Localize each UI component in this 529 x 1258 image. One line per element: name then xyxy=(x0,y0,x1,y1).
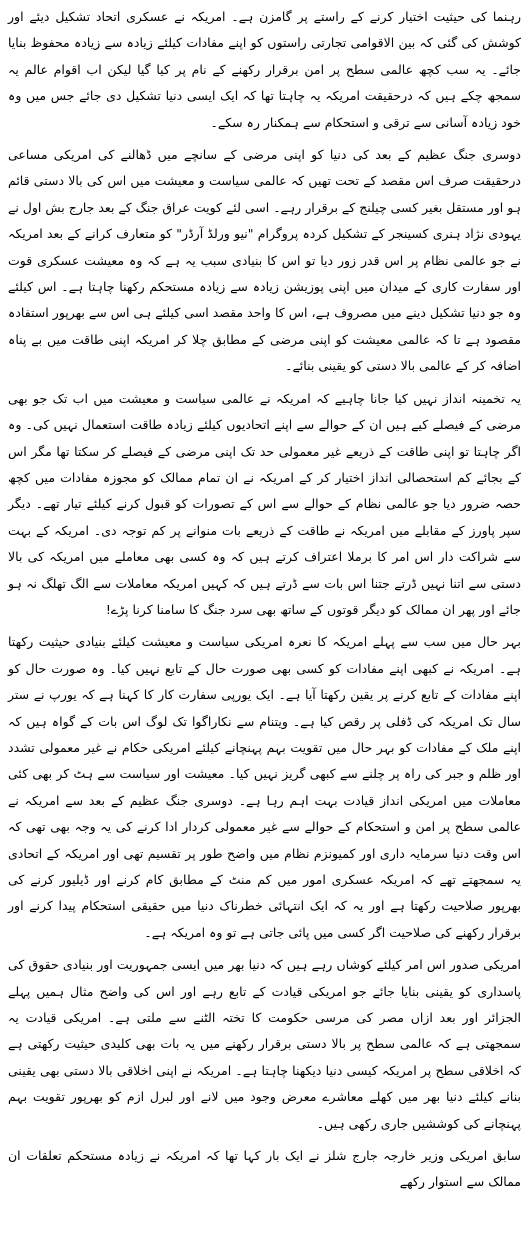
article-paragraph: امریکی صدور اس امر کیلئے کوشاں رہے ہیں کہ دنیا بھر میں ایسی جمہوریت اور بنیادی حقوق کی پاسداری کو یقینی بنایا جائے جو امریکی قیادت کے تابع رہے اور اس کی واضح مثال ہمیں پہلے الجزائر اور بعد ازاں مصر کی مرسی حکومت کا تختہ الٹنے سے ملتی ہے۔ امریکی قیادت یہ سمجھتی ہے کہ عالمی سطح پر بالا دستی برقرار رکھنے میں یہ بات بھی کلیدی حیثیت رکھتی ہے کہ اخلاقی سطح پر امریکہ کیسی دنیا دیکھنا چاہتا ہے۔ امریکہ نے اپنی اخلاقی بالا دستی بھی یقینی بنانے کیلئے دنیا بھر میں کھلے معاشرے معرض وجود میں لانے اور لبرل ازم کو بھرپور تقویت بہم پہنچانے کی کوششیں جاری رکھی ہیں۔ xyxy=(8,957,521,1131)
article-paragraph: سابق امریکی وزیر خارجہ جارج شلز نے ایک بار کہا تھا کہ امریکہ نے زیادہ مستحکم تعلقات ان ممالک سے استوار رکھے xyxy=(8,1148,521,1190)
article-paragraph: یہ تخمینہ انداز نہیں کیا جانا چاہیے کہ امریکہ نے عالمی سیاست و معیشت میں اب تک جو بھی مرضی کے فیصلے کیے ہیں ان کے حوالے سے اپنے اتحادیوں کیلئے زیادہ طاقت استعمال نہیں کی۔ وہ اگر چاہتا تو اپنی طاقت کے ذریعے غیر معمولی حد تک اپنی مرضی کے فیصلے کر سکتا تھا مگر اس کے بجائے کم استحصالی انداز اختیار کر کے امریکہ نے ان تمام ممالک کو مجوزہ مفادات میں کچھ حصہ ضرور دیا جو عالمی نظام کے حوالے سے اس کے تصورات کو قبول کرنے کیلئے تیار تھے۔ دیگر سپر پاورز کے مقابلے میں امریکہ نے طاقت کے ذریعے بات منوانے پر کم توجہ دی۔ امریکہ کے بہت سے شراکت دار اس امر کا برملا اعتراف کرتے ہیں کہ وہ کسی بھی معاملے میں امریکہ کی بالا دستی سے اتنا نہیں ڈرتے جتنا اس بات سے ڈرتے ہیں کہ کہیں امریکہ معاملات سے الگ تھلگ نہ ہو جائے اور پھر ان ممالک کو دیگر قوتوں کے ساتھ بھی سرد جنگ کا سامنا کرنا پڑے! xyxy=(8,390,521,617)
article-paragraph: رہنما کی حیثیت اختیار کرنے کے راستے پر گامزن ہے۔ امریکہ نے عسکری اتحاد تشکیل دیئے اور کوشش کی گئی کہ بین الاقوامی تجارتی راستوں کو اپنے مفادات کیلئے زیادہ سے زیادہ محفوظ بنایا جائے۔ یہ سب کچھ عالمی سطح پر امن برقرار رکھنے کے نام پر کیا گیا لیکن اب اقوام عالم یہ سمجھ چکے ہیں کہ درحقیقت امریکہ یہ چاہتا تھا کہ ایک ایسی دنیا تشکیل دی جائے جس میں وہ خود زیادہ آسانی سے ترقی و استحکام سے ہمکنار رہ سکے۔ xyxy=(8,9,521,130)
article-paragraph: بہر حال میں سب سے پہلے امریکہ کا نعرہ امریکی سیاست و معیشت کیلئے بنیادی حیثیت رکھتا ہے۔ امریکہ نے کبھی اپنے مفادات کو کسی بھی صورت حال کے تابع نہیں کیا۔ وہ صورت حال کو اپنے مفادات کے تابع کرنے پر یقین رکھتا آیا ہے۔ ایک یورپی سفارت کار کا کہنا ہے کہ یورپ نے ستر سال تک امریکہ کی ڈفلی پر رقص کیا ہے۔ ویتنام سے نکاراگوا تک لوگ اس بات کے گواہ ہیں کہ اپنے ملک کے مفادات کو بہر حال میں تقویت بہم پہنچانے کیلئے امریکی حکام نے غیر معمولی تشدد اور ظلم و جبر کی راہ پر چلنے سے کبھی گریز نہیں کیا۔ معیشت اور سیاست سے ہٹ کر بھی کئی معاملات میں امریکی انداز قیادت بہت اہم رہا ہے۔ دوسری جنگ عظیم کے بعد سے امریکہ نے عالمی سطح پر امن و استحکام کے حوالے سے غیر معمولی کردار ادا کرنے کی یہ وجہ بھی تھی کہ اس وقت دنیا سرمایہ داری اور کمیونزم نظام میں واضح طور پر تقسیم تھی اور امریکہ کے اتحادی یہ سمجھتے تھے کہ امریکہ عسکری امور میں کم منٹ کے مطابق کام کرنے اور ڈیلیور کرنے کی بھرپور صلاحیت رکھتا ہے اور یہ کہ ایک انتہائی خطرناک دنیا میں حقیقی استحکام پیدا کرنے اور برقرار رکھنے کی صلاحیت اگر کسی میں پائی جاتی ہے تو وہ امریکہ ہے۔ xyxy=(8,634,521,940)
article-paragraph: دوسری جنگ عظیم کے بعد کی دنیا کو اپنی مرضی کے سانچے میں ڈھالنے کی امریکی مساعی درحقیقت صرف اس مقصد کے تحت تھیں کہ عالمی سیاست و معیشت میں اس کی بالا دستی قائم ہو اور مستقل بغیر کسی چیلنج کے برقرار رہے۔ اسی لئے کویت عراق جنگ کے بعد جارج بش اول نے یہودی نژاد ہنری کسینجر کے تشکیل کردہ پروگرام "نیو ورلڈ آرڈر" کو متعارف کرانے کے بعد امریکہ نے جو عالمی نظام پر اس قدر زور دیا تو اس کا بنیادی سبب یہ ہے کہ وہ معیشت عسکری قوت اور سفارت کاری کے میدان میں اپنی پوزیشن زیادہ سے زیادہ مستحکم رکھنا چاہتا ہے۔ اس کیلئے وہ جو دنیا تشکیل دینے میں مصروف ہے، اس کا واحد مقصد اسی کیلئے ہی اس سے بھرپور استفادہ مقصود ہے تا کہ عالمی معیشت کو اپنی مرضی کے مطابق چلا کر امریکہ اپنی طاقت میں بے پناہ اضافہ کر کے عالمی بالا دستی کو یقینی بنائے۔ xyxy=(8,147,521,374)
